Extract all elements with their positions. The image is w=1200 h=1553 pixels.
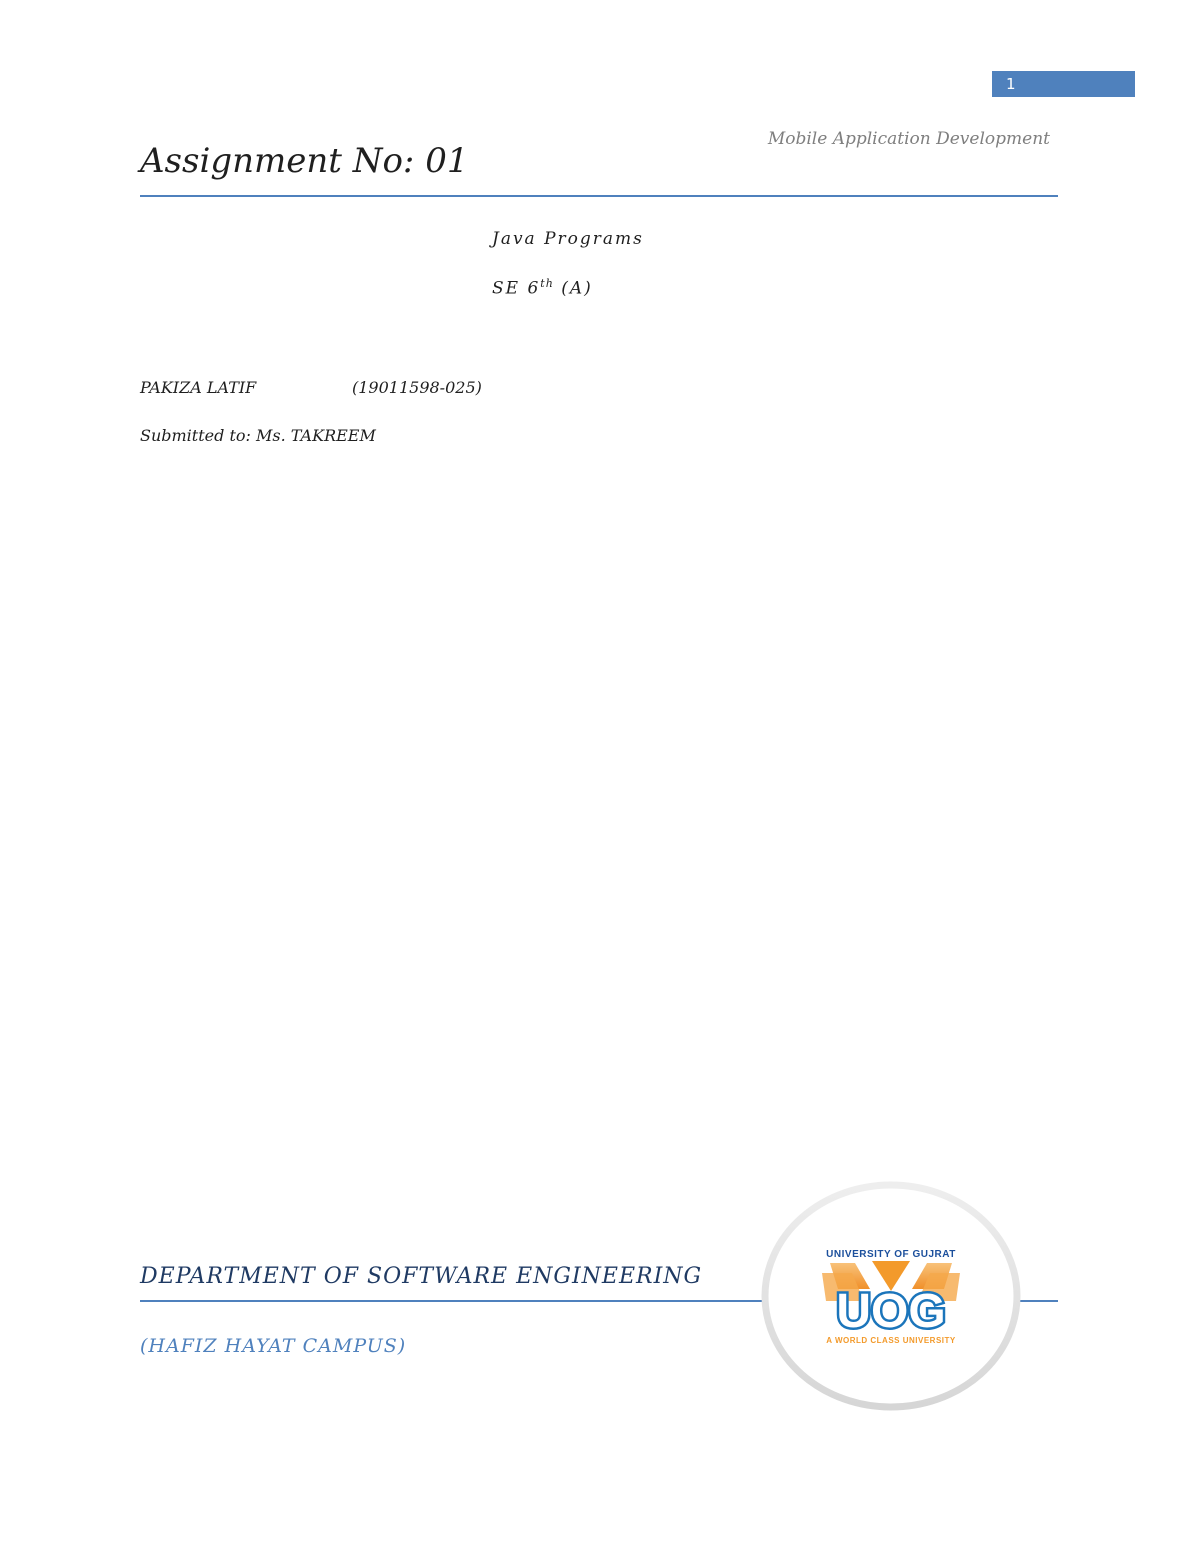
logo-main-text: UOG xyxy=(836,1285,946,1338)
class-suffix: (A) xyxy=(553,278,593,299)
university-logo xyxy=(760,1181,1022,1411)
student-name: PAKIZA LATIF xyxy=(140,378,257,397)
department-name: DEPARTMENT OF SOFTWARE ENGINEERING xyxy=(140,1264,703,1289)
course-subject: Mobile Application Development xyxy=(767,129,1050,149)
class-prefix: SE 6 xyxy=(492,278,541,299)
class-section xyxy=(492,277,593,299)
logo-top-text: UNIVERSITY OF GUJRAT xyxy=(826,1249,956,1260)
assignment-title: Assignment No: 01 xyxy=(140,141,469,181)
title-divider xyxy=(140,195,1058,197)
campus-name: (HAFIZ HAYAT CAMPUS) xyxy=(140,1335,407,1357)
class-superscript: th xyxy=(540,277,554,290)
assignment-subtitle: Java Programs xyxy=(492,229,644,249)
page-number-badge xyxy=(992,71,1135,97)
student-id: (19011598-025) xyxy=(352,378,482,397)
logo-bottom-text: A WORLD CLASS UNIVERSITY xyxy=(826,1336,956,1345)
submitted-to: Submitted to: Ms. TAKREEM xyxy=(140,426,376,445)
page-number: 1 xyxy=(1006,75,1016,93)
